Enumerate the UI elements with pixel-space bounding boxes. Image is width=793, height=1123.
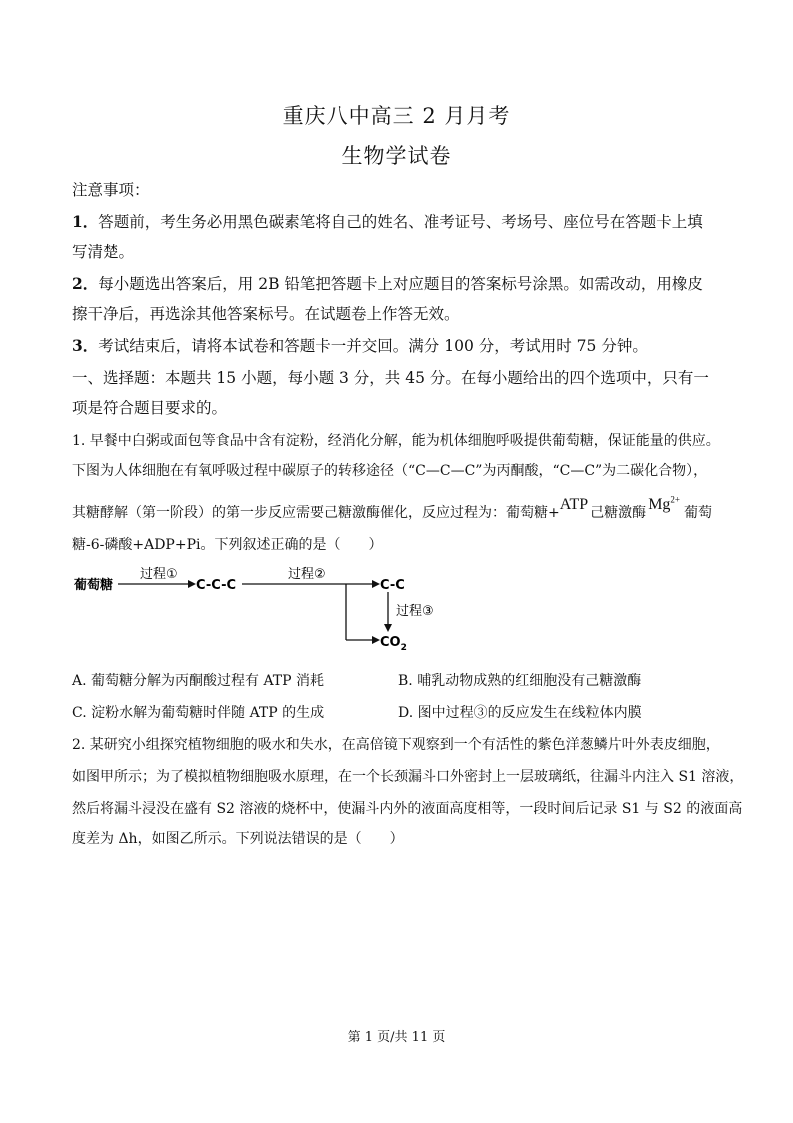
exam-subtitle: 生物学试卷 (341, 144, 452, 168)
option-a: A. 葡萄糖分解为丙酮酸过程有 ATP 消耗 (72, 673, 325, 689)
exam-title: 重庆八中高三 2 月月考 (282, 104, 511, 128)
notice-item-3-text: 考试结束后，请将本试卷和答题卡一并交回。满分 100 分，考试用时 75 分钟。 (98, 337, 648, 355)
arrow-head-1 (188, 580, 196, 588)
diagram-two-carbon: C-C (380, 578, 405, 593)
question-1-line-1: 1. 早餐中白粥或面包等食品中含有淀粉，经消化分解，能为机体细胞呼吸提供葡萄糖，保证能量的供应。 (72, 433, 720, 449)
mg-label (648, 496, 680, 513)
carbon-pathway-diagram (70, 560, 450, 660)
question-2-line-3: 然后将漏斗浸没在盛有 S2 溶液的烧杯中，使漏斗内外的液面高度相等，一段时间后记录 S1 与 S2 的液面高 (72, 801, 743, 817)
diagram-process-1: 过程① (140, 567, 178, 582)
option-c: C. 淀粉水解为葡萄糖时伴随 ATP 的生成 (72, 705, 325, 721)
section-heading-cont: 项是符合题目要求的。 (72, 399, 228, 417)
diagram-glucose: 葡萄糖 (74, 578, 114, 593)
arrow-head-branch (372, 636, 380, 644)
notice-heading: 注意事项： (72, 181, 150, 199)
notice-item-3 (72, 334, 648, 356)
question-1-line-3 (72, 494, 712, 522)
diagram-process-3: 过程③ (396, 604, 434, 619)
section-heading: 一、选择题：本题共 15 小题，每小题 3 分，共 45 分。在每小题给出的四个选项中，只有一 (72, 369, 709, 387)
enzyme-label: 己糖激酶 (590, 505, 647, 521)
question-1-reaction-end: 葡萄 (684, 505, 712, 521)
notice-item-1-text: 答题前，考生务必用黑色碳素笔将自己的姓名、准考证号、考场号、座位号在答题卡上填 (98, 213, 703, 231)
notice-item-3-number: 3． (72, 336, 99, 355)
arrow-head-2 (372, 580, 380, 588)
notice-item-2-cont: 擦干净后，再选涂其他答案标号。在试题卷上作答无效。 (72, 305, 460, 323)
notice-item-1-cont: 写清楚。 (72, 243, 135, 261)
diagram-pyruvate: C-C-C (196, 578, 237, 593)
diagram-process-2: 过程② (288, 567, 326, 582)
mg-charge: 2+ (670, 494, 680, 505)
co2-symbol: CO (380, 635, 401, 650)
notice-item-1 (72, 210, 703, 232)
page-footer: 第 1 页/共 11 页 (347, 1030, 446, 1045)
atp-label: ATP (559, 496, 589, 513)
question-2-line-2: 如图甲所示；为了模拟植物细胞吸水原理，在一个长颈漏斗口外密封上一层玻璃纸，往漏斗内注入 S1 溶液， (72, 769, 744, 785)
option-b: B. 哺乳动物成熟的红细胞没有己糖激酶 (398, 673, 642, 689)
co2-subscript: 2 (400, 643, 407, 653)
question-2-line-1: 2. 某研究小组探究植物细胞的吸水和失水，在高倍镜下观察到一个有活性的紫色洋葱鳞片叶外表皮细胞， (72, 737, 720, 753)
notice-item-2-number: 2． (72, 274, 99, 293)
option-d: D. 图中过程③的反应发生在线粒体内膜 (398, 705, 642, 721)
question-1-line-2: 下图为人体细胞在有氧呼吸过程中碳原子的转移途径（“C—C—C”为丙酮酸，“C—C”为二碳化合物）， (72, 463, 708, 479)
question-1-reaction-text: 其糖酵解（第一阶段）的第一步反应需要己糖激酶催化，反应过程为：葡萄糖+ (72, 505, 560, 521)
arrow-head-3 (384, 624, 392, 632)
notice-item-1-number: 1． (72, 212, 99, 231)
mg-symbol: Mg (648, 496, 671, 513)
notice-item-2-text: 每小题选出答案后，用 2B 铅笔把答题卡上对应题目的答案标号涂黑。如需改动，用橡皮 (98, 275, 703, 293)
question-1-line-4: 糖-6-磷酸+ADP+Pi。下列叙述正确的是（ ） (72, 537, 383, 553)
question-2-line-4: 度差为 Δh，如图乙所示。下列说法错误的是（ ） (72, 831, 404, 847)
diagram-co2 (380, 635, 407, 653)
notice-item-2 (72, 272, 703, 294)
